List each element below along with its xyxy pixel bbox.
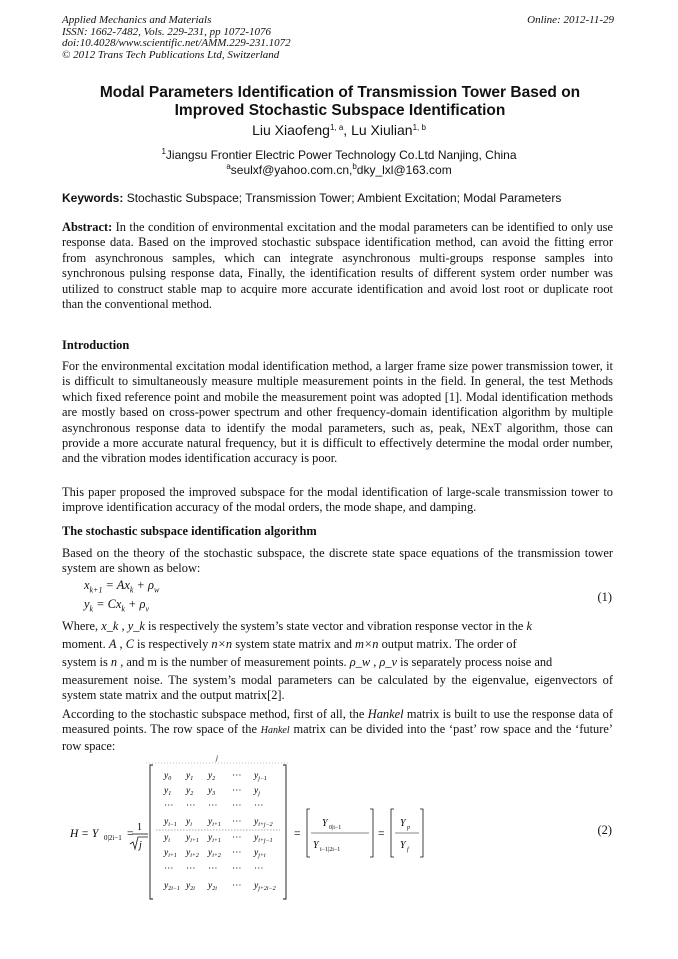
matrix-cell: $y_{i+1}$	[208, 817, 221, 828]
top-mark: j	[216, 754, 218, 762]
title-line-1: Modal Parameters Identification of Transmission Tower Based on	[99, 84, 581, 101]
matrix-cell: $y_{i+1}$	[164, 848, 177, 859]
svg-text:=: =	[378, 828, 385, 840]
author-1: Liu Xiaofeng	[252, 122, 330, 138]
equation-1-number: (1)	[597, 590, 612, 604]
authors	[0, 122, 678, 138]
online-date: Online: 2012-11-29	[527, 14, 614, 26]
svg-text:=: =	[127, 828, 134, 840]
where-line-1: Where, x_k , y_k is respectively the system’s state vector and vibration response vector in the k	[62, 619, 532, 633]
where-line-2: moment. A , C is respectively n×n system state matrix and m×n output matrix. The order of	[62, 637, 517, 651]
where-line-3: system is n , and m is the number of measurement points. ρ_w , ρ_v is separately process noise and	[62, 655, 553, 669]
matrix-cell: ⋯	[232, 848, 242, 858]
equation-2-hankel-matrix	[70, 753, 570, 903]
matrix-cell: ⋯	[232, 801, 242, 811]
lhs-h: H = Y	[70, 828, 99, 840]
author-sep: ,	[343, 122, 352, 138]
equation-1-line-1: $x_{k+1} = Ax_k + \rho_w$	[84, 578, 160, 595]
author-1-sup: 1, a	[329, 123, 344, 132]
intro-paragraph-1: For the environmental excitation modal identification method, a larger frame size power transmission tower, it is difficult to simultaneously measure multiple measurement points in the field. In general, the test Methods which fixed reference point and mobile the measurement point was adopted [1]. Modal identification methods are mostly based on cross-power spectrum and other frequency-domain identification algorithm by multiple asynchronous response data to identify the modal parameters, such as, peak, NExT algorithm, those can provide a more accurate natural frequency, but it is difficult to effectively determine the modal order number, and the vibration modes identification accuracy is poor.	[62, 359, 613, 466]
matrix-cell: $y_{j-1}$	[254, 771, 267, 782]
intro-heading: Introduction	[62, 338, 130, 352]
ssi-paragraph-1: Based on the theory of the stochastic subspace, the discrete state space equations of the transmission tower system are shown as below:	[62, 546, 613, 576]
matrix-cell: ⋯	[232, 864, 242, 874]
matrix-cell: $y_{i+1}$	[186, 833, 199, 844]
paper-title	[70, 84, 610, 120]
hankel-term: Hankel	[367, 707, 404, 721]
block-bot-sub: i−1|2i−1	[320, 847, 341, 853]
journal-header	[62, 15, 291, 61]
matrix-cell: $y_2$	[208, 771, 216, 782]
journal-name: Applied Mechanics and Materials	[62, 14, 212, 26]
abstract-label: Abstract:	[62, 220, 113, 234]
matrix-cell: $y_{j+2i-2}$	[254, 881, 276, 892]
matrix-cell: $y_{i+2}$	[208, 848, 221, 859]
vec-top: Y	[400, 818, 406, 829]
title-line-2: Improved Stochastic Subspace Identification	[174, 102, 506, 119]
email-a: seulxf@yahoo.com.cn,	[230, 163, 353, 177]
equation-2-number: (2)	[597, 823, 612, 837]
copyright-line: © 2012 Trans Tech Publications Ltd, Switzerland	[62, 48, 280, 61]
email-b-sup: b	[352, 162, 357, 171]
doi-line: doi:10.4028/www.scientific.net/AMM.229-231.1072	[62, 37, 291, 50]
vec-bot-sub: f	[407, 847, 409, 853]
matrix-cell: $y_{2i}$	[208, 881, 217, 892]
vec-top-sub: p	[407, 825, 410, 831]
matrix-cell: ⋯	[164, 801, 174, 811]
hankel-paragraph: According to the stochastic subspace method, first of all, the Hankel matrix is built to use the response data of measured points. The row space of the Hankel matrix can be divided into the ‘past’ row space and the ‘future’ row space:	[62, 707, 613, 753]
matrix-cell: ⋯	[208, 864, 218, 874]
block-top-sub: 0|i−1	[329, 825, 342, 831]
intro-paragraph-2: This paper proposed the improved subspace for the modal identification of large-scale transmission tower to improve identification accuracy of the modal orders, the mode shape, and damping.	[62, 485, 613, 515]
matrix-cell: $y_2$	[186, 786, 194, 797]
matrix-cell: $y_{j+i}$	[254, 848, 266, 859]
matrix-cell: ⋯	[232, 833, 242, 843]
matrix-cell: $y_i$	[186, 817, 192, 828]
abstract-text: In the condition of environmental excitation and the modal parameters can be identified to only use response data. Based on the improved stochastic subspace identification method, can avoid the fitting error from asynchronous samples, which can integrate asynchronous multi-groups response samples into synchronous pulsing response data, Finally, the identification results of different system order number was utilized to construct stable map to acquire more accurate identification and avoid lost root or duplicate root than the conventional method.	[62, 220, 613, 312]
matrix-cell: $y_{i+j-1}$	[254, 833, 273, 844]
where-line-4: measurement noise. The system’s modal parameters can be calculated by the eigenvalue, eigenvectors of system state matrix and the output matrix[2].	[62, 673, 613, 703]
matrix-cell: $y_0$	[164, 771, 172, 782]
keywords-text: Stochastic Subspace; Transmission Tower; Ambient Excitation; Modal Parameters	[123, 191, 562, 205]
keywords-label: Keywords:	[62, 191, 124, 205]
matrix-cell: $y_{i+j-2}$	[254, 817, 273, 828]
frac-num: 1	[137, 822, 142, 833]
abstract	[62, 220, 613, 312]
matrix-cell: $y_j$	[254, 786, 260, 797]
frac-den: j	[139, 840, 142, 851]
email-b: dky_lxl@163.com	[356, 163, 452, 177]
lhs-sub: 0|2i−1	[104, 834, 122, 842]
matrix-cell: ⋯	[254, 801, 264, 811]
vec-bot: Y	[400, 840, 406, 851]
matrix-cell: ⋯	[232, 786, 242, 796]
right-bracket	[283, 765, 286, 899]
matrix-cell: $y_1$	[164, 786, 172, 797]
matrix-cell: ⋯	[164, 864, 174, 874]
matrix-cell: ⋯	[232, 881, 242, 891]
matrix-cell: $y_i$	[164, 833, 170, 844]
author-2: Lu Xiulian	[351, 122, 413, 138]
matrix-cell: ⋯	[208, 801, 218, 811]
svg-text:=: =	[294, 828, 301, 840]
matrix-cell: $y_1$	[186, 771, 194, 782]
email-a-sup: a	[226, 162, 231, 171]
matrix-cell: $y_3$	[208, 786, 216, 797]
author-2-sup: 1, b	[412, 123, 426, 132]
keywords	[62, 191, 561, 205]
affil-sup: 1	[161, 147, 166, 156]
matrix-cell: $y_{i+1}$	[208, 833, 221, 844]
matrix-cell: ⋯	[232, 817, 242, 827]
matrix-cell: $y_{i+2}$	[186, 848, 199, 859]
left-bracket	[150, 765, 153, 899]
matrix-cell: ⋯	[232, 771, 242, 781]
matrix-cell: $y_{i-1}$	[164, 817, 177, 828]
state-vars: x_k , y_k	[101, 619, 145, 633]
matrix-cell: ⋯	[186, 864, 196, 874]
matrix-cell: $y_{2i}$	[186, 881, 195, 892]
matrix-cell: ⋯	[254, 864, 264, 874]
ssi-heading: The stochastic subspace identification algorithm	[62, 524, 317, 538]
matrix-cell: ⋯	[186, 801, 196, 811]
equation-1-line-2: $y_k = Cx_k + \rho_v$	[84, 597, 150, 614]
matrix-cells	[163, 771, 276, 892]
matrix-cell: $y_{2i-1}$	[164, 881, 180, 892]
block-bot: Y	[313, 840, 319, 851]
block-top: Y	[322, 818, 328, 829]
issn-line: ISSN: 1662-7482, Vols. 229-231, pp 1072-1076	[62, 25, 271, 38]
affiliation	[0, 148, 678, 178]
affil-text: Jiangsu Frontier Electric Power Technology Co.Ltd Nanjing, China	[165, 148, 517, 162]
